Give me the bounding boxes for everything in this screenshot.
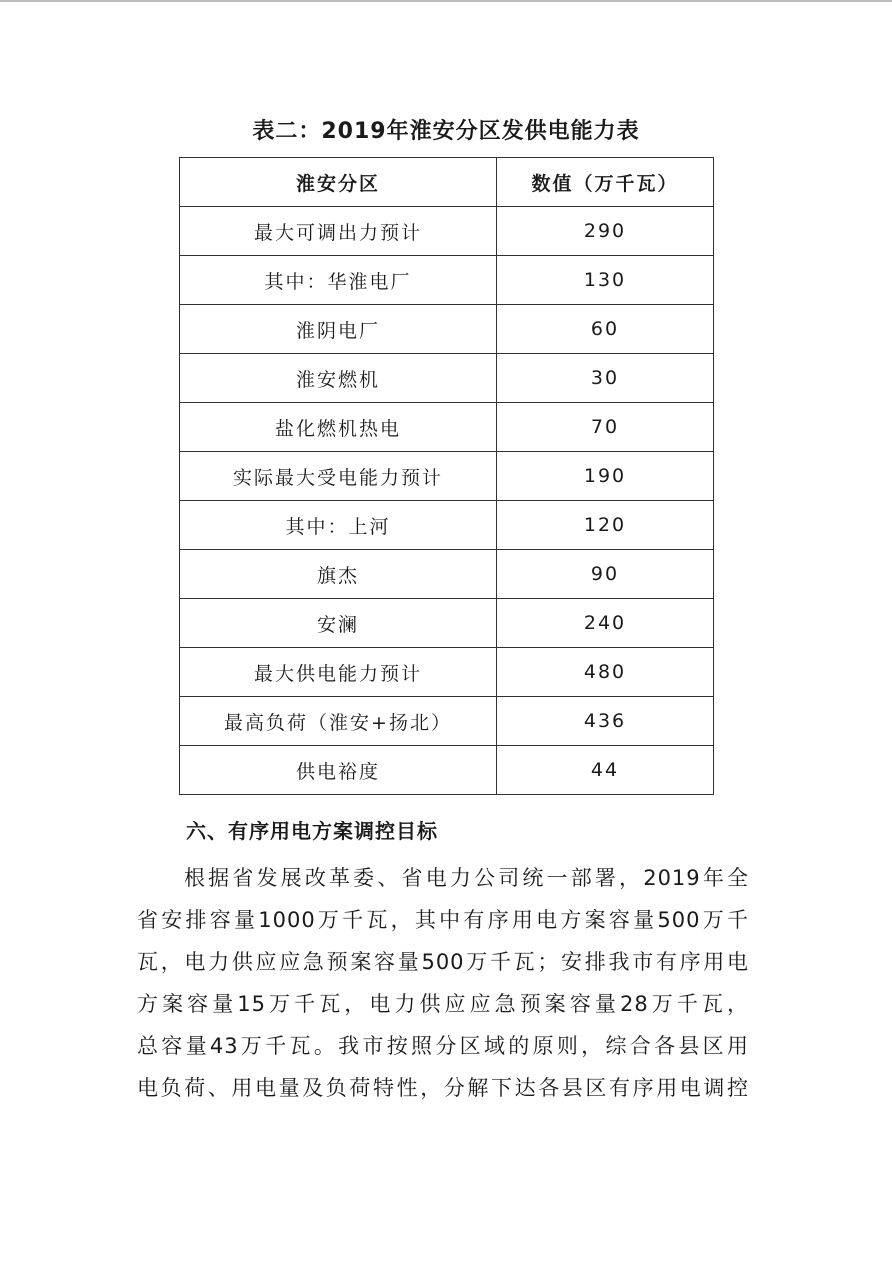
row-label: 最大供电能力预计 [180, 648, 497, 697]
table-row [180, 697, 714, 746]
row-value: 60 [497, 305, 714, 354]
table-title: 表二：2019年淮安分区发供电能力表 [252, 119, 640, 144]
row-label: 其中：上河 [180, 501, 497, 550]
section-heading: 六、有序用电方案调控目标 [186, 819, 438, 843]
table-header-row [180, 158, 714, 207]
row-label: 最大可调出力预计 [180, 207, 497, 256]
row-value: 120 [497, 501, 714, 550]
paragraph-line: 省安排容量1000万千瓦，其中有序用电方案容量500万千 [137, 908, 749, 932]
paragraph-line: 电负荷、用电量及负荷特性，分解下达各县区有序用电调控 [137, 1076, 749, 1100]
table-row [180, 501, 714, 550]
row-label: 安澜 [180, 599, 497, 648]
table-row [180, 648, 714, 697]
table-row [180, 550, 714, 599]
table-row [180, 305, 714, 354]
row-label: 最高负荷（淮安+扬北） [180, 697, 497, 746]
row-value: 290 [497, 207, 714, 256]
row-label: 旗杰 [180, 550, 497, 599]
column-header-value: 数值（万千瓦） [497, 158, 714, 207]
row-label: 淮阴电厂 [180, 305, 497, 354]
page-top-border [0, 0, 892, 2]
supply-capacity-table [179, 157, 714, 795]
row-value: 190 [497, 452, 714, 501]
paragraph-line: 瓦，电力供应应急预案容量500万千瓦；安排我市有序用电 [137, 950, 749, 974]
paragraph-line: 根据省发展改革委、省电力公司统一部署，2019年全 [184, 866, 749, 890]
row-label: 实际最大受电能力预计 [180, 452, 497, 501]
row-value: 30 [497, 354, 714, 403]
table-row [180, 256, 714, 305]
column-header-district: 淮安分区 [180, 158, 497, 207]
row-value: 130 [497, 256, 714, 305]
row-value: 436 [497, 697, 714, 746]
row-value: 480 [497, 648, 714, 697]
table-row [180, 599, 714, 648]
table-row [180, 452, 714, 501]
table-row [180, 746, 714, 795]
body-paragraph [137, 857, 749, 1109]
row-value: 44 [497, 746, 714, 795]
row-value: 90 [497, 550, 714, 599]
table-row [180, 354, 714, 403]
paragraph-line: 方案容量15万千瓦，电力供应应急预案容量28万千瓦， [137, 992, 749, 1016]
row-label: 其中：华淮电厂 [180, 256, 497, 305]
row-value: 70 [497, 403, 714, 452]
table-row [180, 403, 714, 452]
row-label: 供电裕度 [180, 746, 497, 795]
row-value: 240 [497, 599, 714, 648]
table-row [180, 207, 714, 256]
row-label: 盐化燃机热电 [180, 403, 497, 452]
paragraph-line: 总容量43万千瓦。我市按照分区域的原则，综合各县区用 [137, 1034, 749, 1058]
row-label: 淮安燃机 [180, 354, 497, 403]
